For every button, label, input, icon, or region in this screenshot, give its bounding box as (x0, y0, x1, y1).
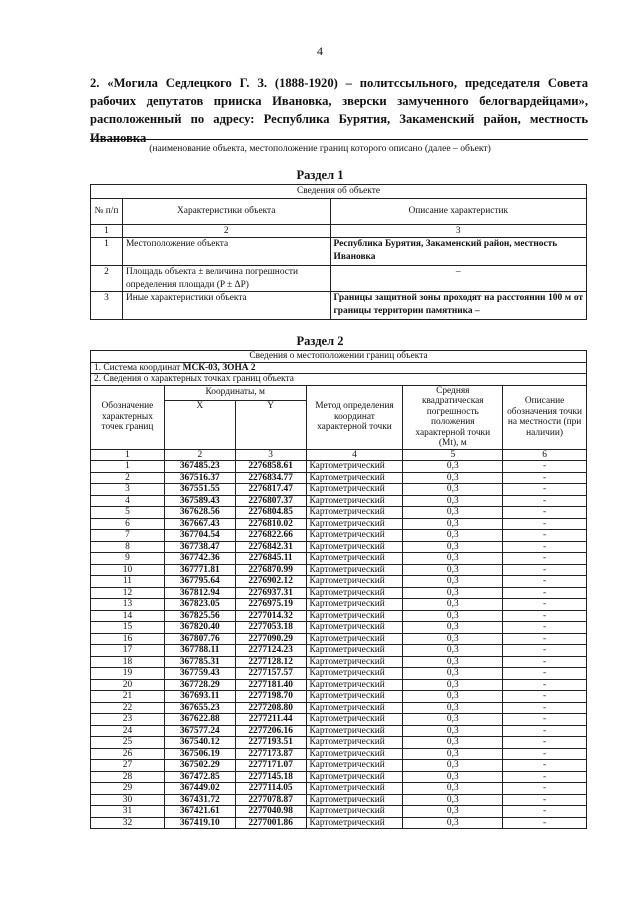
point-description: - (503, 530, 587, 542)
method: Картометрический (306, 530, 403, 542)
boundary-points-table (90, 350, 587, 829)
table-row (91, 645, 587, 657)
point-number: 29 (91, 783, 165, 795)
x-coordinate: 367577.24 (164, 725, 235, 737)
point-number: 30 (91, 794, 165, 806)
point-description: - (503, 541, 587, 553)
point-description: - (503, 714, 587, 726)
mean-error: 0,3 (403, 760, 503, 772)
method: Картометрический (306, 725, 403, 737)
mean-error: 0,3 (403, 530, 503, 542)
x-coordinate: 367516.37 (164, 472, 235, 484)
x-coordinate: 367421.61 (164, 806, 235, 818)
mean-error: 0,3 (403, 484, 503, 496)
row-characteristic: Площадь объекта ± величина погрешности определения площади (P ± ΔP) (122, 266, 330, 292)
table-row (91, 668, 587, 680)
point-description: - (503, 806, 587, 818)
method: Картометрический (306, 507, 403, 519)
table-title: Сведения об объекте (91, 185, 587, 199)
point-description: - (503, 760, 587, 772)
col-number: 3 (235, 449, 306, 461)
row-characteristic: Иные характеристики объекта (122, 292, 330, 320)
method: Картометрический (306, 599, 403, 611)
object-title: 2. «Могила Седлецкого Г. З. (1888-1920) – политссыльного, председателя Совета рабочих депутатов прииска Ивановка, зверски замученного белогвардейцами», расположенный по адресу: Республика Бурятия, Закаменский район, местность Ивановка (90, 76, 588, 145)
point-description: - (503, 461, 587, 473)
x-coordinate: 367795.64 (164, 576, 235, 588)
method: Картометрический (306, 817, 403, 829)
table-row (91, 656, 587, 668)
col-header-description: Описание характеристик (330, 198, 586, 224)
table-row (91, 495, 587, 507)
point-description: - (503, 599, 587, 611)
table-row (91, 610, 587, 622)
mean-error: 0,3 (403, 622, 503, 634)
x-coordinate: 367812.94 (164, 587, 235, 599)
mean-error: 0,3 (403, 748, 503, 760)
row-description: – (330, 266, 586, 292)
point-description: - (503, 645, 587, 657)
x-coordinate: 367742.36 (164, 553, 235, 565)
table-row (91, 725, 587, 737)
table-row (91, 587, 587, 599)
row-number: 3 (91, 292, 123, 320)
point-description: - (503, 622, 587, 634)
mean-error: 0,3 (403, 783, 503, 795)
method: Картометрический (306, 645, 403, 657)
point-description: - (503, 518, 587, 530)
mean-error: 0,3 (403, 518, 503, 530)
y-coordinate: 2277078.87 (235, 794, 306, 806)
mean-error: 0,3 (403, 806, 503, 818)
y-coordinate: 2277208.80 (235, 702, 306, 714)
y-coordinate: 2277014.32 (235, 610, 306, 622)
col-number: 2 (122, 224, 330, 238)
method: Картометрический (306, 679, 403, 691)
table-row (91, 461, 587, 473)
mean-error: 0,3 (403, 461, 503, 473)
point-number: 9 (91, 553, 165, 565)
point-number: 7 (91, 530, 165, 542)
point-number: 8 (91, 541, 165, 553)
mean-error: 0,3 (403, 633, 503, 645)
table-row (91, 794, 587, 806)
table-row (91, 679, 587, 691)
point-number: 13 (91, 599, 165, 611)
method: Картометрический (306, 553, 403, 565)
point-description: - (503, 633, 587, 645)
point-number: 1 (91, 461, 165, 473)
table-row (91, 564, 587, 576)
header-y: Y (235, 400, 306, 449)
mean-error: 0,3 (403, 495, 503, 507)
point-number: 19 (91, 668, 165, 680)
y-coordinate: 2277198.70 (235, 691, 306, 703)
method: Картометрический (306, 656, 403, 668)
point-description: - (503, 737, 587, 749)
y-coordinate: 2277181.40 (235, 679, 306, 691)
y-coordinate: 2276845.11 (235, 553, 306, 565)
y-coordinate: 2276975.19 (235, 599, 306, 611)
y-coordinate: 2276822.66 (235, 530, 306, 542)
point-description: - (503, 725, 587, 737)
point-description: - (503, 817, 587, 829)
x-coordinate: 367472.85 (164, 771, 235, 783)
header-description: Описание обозначения точки на местности (при наличии) (503, 385, 587, 449)
x-coordinate: 367693.11 (164, 691, 235, 703)
y-coordinate: 2277053.18 (235, 622, 306, 634)
y-coordinate: 2277124.23 (235, 645, 306, 657)
mean-error: 0,3 (403, 668, 503, 680)
x-coordinate: 367704.54 (164, 530, 235, 542)
method: Картометрический (306, 771, 403, 783)
table-row (91, 771, 587, 783)
method: Картометрический (306, 737, 403, 749)
method: Картометрический (306, 760, 403, 772)
x-coordinate: 367540.12 (164, 737, 235, 749)
y-coordinate: 2276842.31 (235, 541, 306, 553)
table-row (91, 553, 587, 565)
method: Картометрический (306, 622, 403, 634)
x-coordinate: 367628.56 (164, 507, 235, 519)
y-coordinate: 2277173.87 (235, 748, 306, 760)
x-coordinate: 367449.02 (164, 783, 235, 795)
header-error: Средняя квадратическая погрешность положения характерной точки (Mt), м (403, 385, 503, 449)
point-description: - (503, 702, 587, 714)
method: Картометрический (306, 541, 403, 553)
point-number: 10 (91, 564, 165, 576)
row-characteristic: Местоположение объекта (122, 238, 330, 266)
table-row (91, 541, 587, 553)
y-coordinate: 2276807.37 (235, 495, 306, 507)
y-coordinate: 2277001.86 (235, 817, 306, 829)
point-number: 11 (91, 576, 165, 588)
point-description: - (503, 576, 587, 588)
y-coordinate: 2277114.05 (235, 783, 306, 795)
col-number: 2 (164, 449, 235, 461)
y-coordinate: 2277090.29 (235, 633, 306, 645)
table-row (91, 760, 587, 772)
y-coordinate: 2276858.61 (235, 461, 306, 473)
table-row (91, 507, 587, 519)
y-coordinate: 2277206.16 (235, 725, 306, 737)
header-method: Метод определения координат характерной точки (306, 385, 403, 449)
table-row (91, 714, 587, 726)
method: Картометрический (306, 702, 403, 714)
object-info-table (90, 184, 587, 320)
coordinate-system-value: МСК-03, ЗОНА 2 (182, 362, 256, 373)
method: Картометрический (306, 495, 403, 507)
method: Картометрический (306, 783, 403, 795)
y-coordinate: 2277040.98 (235, 806, 306, 818)
x-coordinate: 367825.56 (164, 610, 235, 622)
method: Картометрический (306, 691, 403, 703)
point-description: - (503, 472, 587, 484)
row-description: Границы защитной зоны проходят на расстоянии 100 м от границы территории памятника – (330, 292, 586, 320)
col-number: 4 (306, 449, 403, 461)
point-description: - (503, 587, 587, 599)
x-coordinate: 367785.31 (164, 656, 235, 668)
y-coordinate: 2276937.31 (235, 587, 306, 599)
table-row (91, 238, 587, 266)
method: Картометрический (306, 461, 403, 473)
point-number: 23 (91, 714, 165, 726)
point-number: 17 (91, 645, 165, 657)
page-number: 4 (317, 44, 323, 58)
mean-error: 0,3 (403, 564, 503, 576)
table-row (91, 622, 587, 634)
table-title: Сведения о местоположении границ объекта (91, 351, 587, 363)
point-description: - (503, 507, 587, 519)
method: Картометрический (306, 748, 403, 760)
method: Картометрический (306, 714, 403, 726)
point-number: 28 (91, 771, 165, 783)
col-header-characteristics: Характеристики объекта (122, 198, 330, 224)
point-description: - (503, 679, 587, 691)
mean-error: 0,3 (403, 645, 503, 657)
point-number: 6 (91, 518, 165, 530)
header-point: Обозначение характерных точек границ (91, 385, 165, 449)
method: Картометрический (306, 518, 403, 530)
mean-error: 0,3 (403, 507, 503, 519)
col-number: 5 (403, 449, 503, 461)
point-number: 3 (91, 484, 165, 496)
method: Картометрический (306, 576, 403, 588)
row-number: 2 (91, 266, 123, 292)
section1-heading: Раздел 1 (296, 168, 344, 182)
table-row (91, 472, 587, 484)
x-coordinate: 367506.19 (164, 748, 235, 760)
point-description: - (503, 748, 587, 760)
point-description: - (503, 668, 587, 680)
x-coordinate: 367820.40 (164, 622, 235, 634)
col-number: 6 (503, 449, 587, 461)
point-number: 18 (91, 656, 165, 668)
point-description: - (503, 610, 587, 622)
x-coordinate: 367431.72 (164, 794, 235, 806)
x-coordinate: 367738.47 (164, 541, 235, 553)
point-number: 31 (91, 806, 165, 818)
object-caption: (наименование объекта, местоположение границ которого описано (далее – объект) (149, 143, 491, 154)
x-coordinate: 367823.05 (164, 599, 235, 611)
point-number: 26 (91, 748, 165, 760)
x-coordinate: 367589.43 (164, 495, 235, 507)
point-number: 22 (91, 702, 165, 714)
mean-error: 0,3 (403, 691, 503, 703)
table-row (91, 599, 587, 611)
x-coordinate: 367419.10 (164, 817, 235, 829)
x-coordinate: 367655.23 (164, 702, 235, 714)
header-x: X (164, 400, 235, 449)
point-number: 16 (91, 633, 165, 645)
mean-error: 0,3 (403, 656, 503, 668)
col-number: 3 (330, 224, 586, 238)
point-number: 2 (91, 472, 165, 484)
table-row (91, 691, 587, 703)
y-coordinate: 2277193.51 (235, 737, 306, 749)
point-description: - (503, 656, 587, 668)
method: Картометрический (306, 587, 403, 599)
table-row (91, 266, 587, 292)
mean-error: 0,3 (403, 737, 503, 749)
table-row (91, 530, 587, 542)
mean-error: 0,3 (403, 541, 503, 553)
point-description: - (503, 783, 587, 795)
point-number: 27 (91, 760, 165, 772)
x-coordinate: 367759.43 (164, 668, 235, 680)
method: Картометрический (306, 484, 403, 496)
point-description: - (503, 564, 587, 576)
y-coordinate: 2277171.07 (235, 760, 306, 772)
row-description: Республика Бурятия, Закаменский район, местность Ивановка (330, 238, 586, 266)
point-number: 4 (91, 495, 165, 507)
table-row (91, 518, 587, 530)
table-row (91, 748, 587, 760)
y-coordinate: 2276810.02 (235, 518, 306, 530)
x-coordinate: 367788.11 (164, 645, 235, 657)
mean-error: 0,3 (403, 771, 503, 783)
method: Картометрический (306, 610, 403, 622)
x-coordinate: 367502.29 (164, 760, 235, 772)
point-number: 21 (91, 691, 165, 703)
header-coordinates: Координаты, м (164, 385, 306, 400)
method: Картометрический (306, 794, 403, 806)
col-header-number: № п/п (91, 198, 123, 224)
mean-error: 0,3 (403, 714, 503, 726)
mean-error: 0,3 (403, 817, 503, 829)
table-row (91, 292, 587, 320)
point-description: - (503, 484, 587, 496)
y-coordinate: 2277145.18 (235, 771, 306, 783)
mean-error: 0,3 (403, 610, 503, 622)
x-coordinate: 367485.23 (164, 461, 235, 473)
point-description: - (503, 553, 587, 565)
x-coordinate: 367622.88 (164, 714, 235, 726)
method: Картометрический (306, 668, 403, 680)
point-number: 25 (91, 737, 165, 749)
point-description: - (503, 495, 587, 507)
mean-error: 0,3 (403, 702, 503, 714)
y-coordinate: 2277128.12 (235, 656, 306, 668)
point-number: 14 (91, 610, 165, 622)
x-coordinate: 367807.76 (164, 633, 235, 645)
x-coordinate: 367551.55 (164, 484, 235, 496)
x-coordinate: 367728.29 (164, 679, 235, 691)
points-title: 2. Сведения о характерных точках границ объекта (91, 374, 587, 386)
point-description: - (503, 771, 587, 783)
table-row (91, 817, 587, 829)
x-coordinate: 367771.81 (164, 564, 235, 576)
method: Картометрический (306, 806, 403, 818)
point-number: 20 (91, 679, 165, 691)
method: Картометрический (306, 633, 403, 645)
table-row (91, 783, 587, 795)
mean-error: 0,3 (403, 794, 503, 806)
table-row (91, 633, 587, 645)
y-coordinate: 2276804.85 (235, 507, 306, 519)
mean-error: 0,3 (403, 576, 503, 588)
table-row (91, 702, 587, 714)
point-number: 12 (91, 587, 165, 599)
method: Картометрический (306, 472, 403, 484)
mean-error: 0,3 (403, 553, 503, 565)
table-row (91, 737, 587, 749)
coordinate-system (91, 362, 587, 374)
table-row (91, 484, 587, 496)
point-number: 5 (91, 507, 165, 519)
section2-heading: Раздел 2 (296, 334, 344, 348)
title-underline (90, 139, 588, 140)
mean-error: 0,3 (403, 472, 503, 484)
table-row (91, 576, 587, 588)
point-description: - (503, 691, 587, 703)
mean-error: 0,3 (403, 679, 503, 691)
y-coordinate: 2276902.12 (235, 576, 306, 588)
point-number: 32 (91, 817, 165, 829)
col-number: 1 (91, 449, 165, 461)
method: Картометрический (306, 564, 403, 576)
y-coordinate: 2277211.44 (235, 714, 306, 726)
point-number: 15 (91, 622, 165, 634)
row-number: 1 (91, 238, 123, 266)
y-coordinate: 2276870.99 (235, 564, 306, 576)
coordinate-system-label: 1. Система координат (94, 362, 183, 373)
point-description: - (503, 794, 587, 806)
y-coordinate: 2277157.57 (235, 668, 306, 680)
table-row (91, 806, 587, 818)
y-coordinate: 2276817.47 (235, 484, 306, 496)
mean-error: 0,3 (403, 587, 503, 599)
mean-error: 0,3 (403, 725, 503, 737)
point-number: 24 (91, 725, 165, 737)
y-coordinate: 2276834.77 (235, 472, 306, 484)
mean-error: 0,3 (403, 599, 503, 611)
col-number: 1 (91, 224, 123, 238)
x-coordinate: 367667.43 (164, 518, 235, 530)
